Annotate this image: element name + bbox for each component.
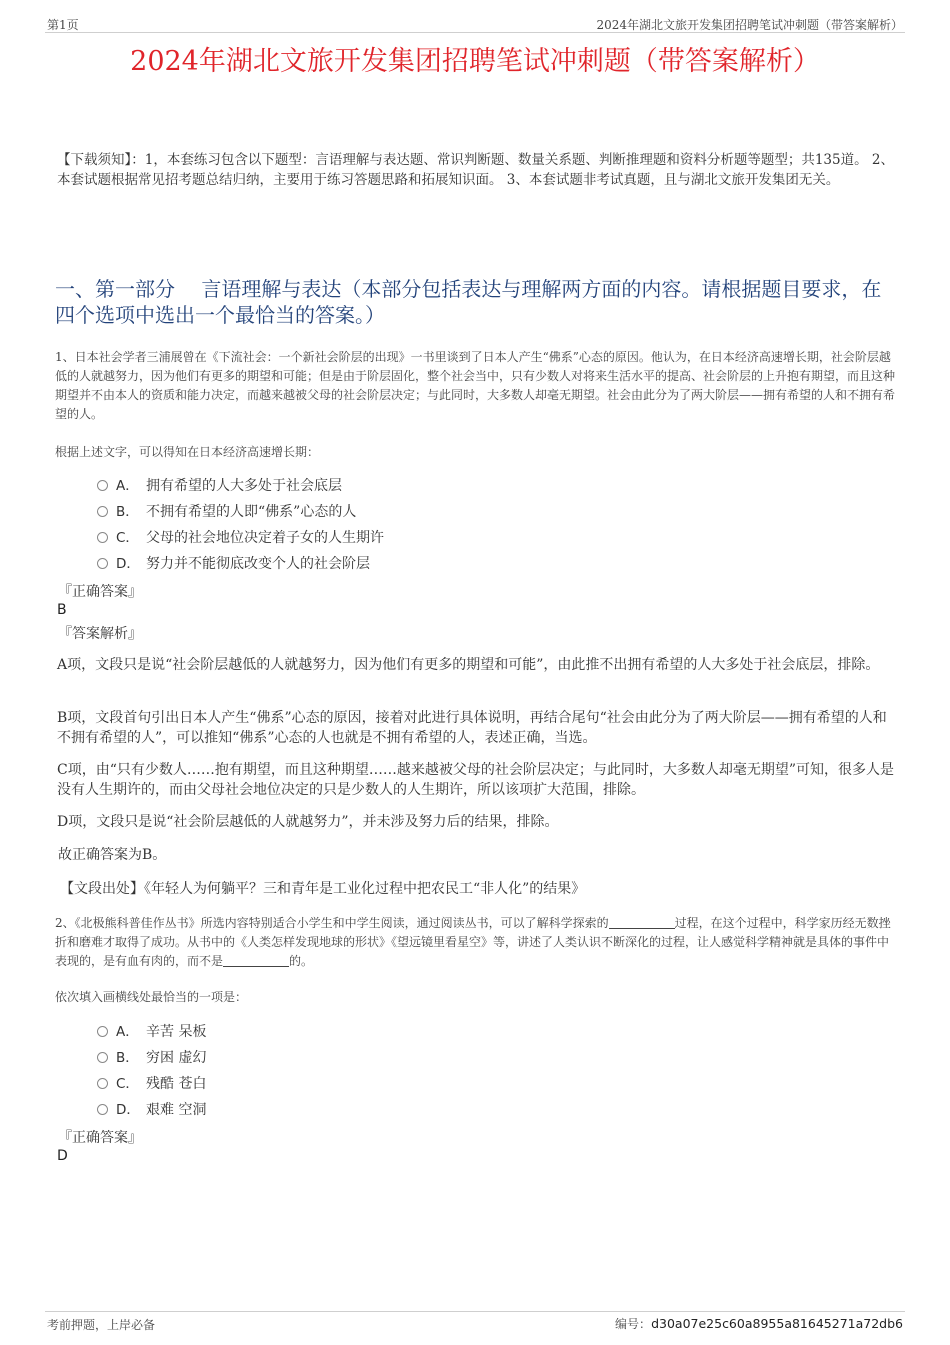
question-2-option-a[interactable]: A． 辛苦 呆板	[95, 1021, 206, 1047]
question-2-options	[95, 1021, 206, 1125]
question-2-option-c[interactable]: C． 残酷 苍白	[95, 1073, 206, 1099]
question-2-text: 2、《北极熊科普佳作丛书》所选内容特别适合小学生和中学生阅读，通过阅读丛书，可以了解科学探索的 过程，在这个过程中，科学家历经无数挫折和磨难才取得了成功。从书中的《人类怎样发现地球的形状》《望远镜里看星空》等，讲述了人类认识不断深化的过程，让人感觉科学精神就是具体的事件中表现的，是有血有肉的，而不是 的。	[55, 916, 891, 968]
footer-slogan: 考前押题，上岸必备	[47, 1318, 156, 1332]
download-notice: 【下载须知】：1，本套练习包含以下题型：言语理解与表达题、常识判断题、数量关系题、判断推理题和资料分析题等题型；共135道。 2、本套试题根据常见招考题总结归纳，主要用于练习答题思路和拓展知识面。 3、本套试题非考试真题，且与湖北文旅开发集团无关。	[57, 152, 894, 188]
question-2-answer-label: 『正确答案』	[58, 1130, 142, 1146]
radio-icon[interactable]	[97, 532, 108, 543]
question-1-lead: 根据上述文字，可以得知在日本经济高速增长期：	[55, 445, 320, 459]
analysis-option-d: D项，文段只是说“社会阶层越低的人就越努力”，并未涉及努力后的结果，排除。	[57, 814, 559, 830]
question-2-lead: 依次填入画横线处最恰当的一项是：	[55, 990, 248, 1004]
question-1-source: 【文段出处】《年轻人为何躺平？三和青年是工业化过程中把农民工“非人化”的结果》	[60, 881, 586, 897]
radio-icon[interactable]	[97, 1104, 108, 1115]
document-code: 编号：d30a07e25c60a8955a81645271a72db6	[615, 1316, 903, 1331]
analysis-option-b: B项，文段首句引出日本人产生“佛系”心态的原因，接着对此进行具体说明，再结合尾句“社会由此分为了两大阶层——拥有希望的人和不拥有希望的人”，可以推知“佛系”心态的人也就是不拥有希望的人，表述正确，当选。	[57, 710, 887, 746]
question-1-option-c[interactable]: C． 父母的社会地位决定着子女的人生期许	[95, 527, 384, 553]
fill-blank	[609, 915, 675, 929]
question-2-answer: D	[57, 1148, 68, 1164]
page-footer	[45, 1311, 905, 1334]
radio-icon[interactable]	[97, 480, 108, 491]
radio-icon[interactable]	[97, 1078, 108, 1089]
question-1-option-a[interactable]: A． 拥有希望的人大多处于社会底层	[95, 475, 384, 501]
analysis-option-a: A项，文段只是说“社会阶层越低的人就越努力，因为他们有更多的期望和可能”，由此推不出拥有希望的人大多处于社会底层，排除。	[57, 657, 880, 673]
question-1-answer: B	[57, 602, 67, 618]
document-title: 2024年湖北文旅开发集团招聘笔试冲刺题（带答案解析）	[130, 46, 820, 77]
radio-icon[interactable]	[97, 558, 108, 569]
question-2-option-b[interactable]: B． 穷困 虚幻	[95, 1047, 206, 1073]
section-heading: 一、第一部分 言语理解与表达（本部分包括表达与理解两方面的内容。请根据题目要求，在四个选项中选出一个最恰当的答案。）	[55, 277, 882, 327]
page-number: 第1页	[47, 18, 79, 32]
analysis-conclusion: 故正确答案为B。	[58, 847, 167, 863]
page-header	[45, 14, 905, 33]
question-1-option-d[interactable]: D． 努力并不能彻底改变个人的社会阶层	[95, 553, 384, 579]
radio-icon[interactable]	[97, 1026, 108, 1037]
question-1-options	[95, 475, 384, 579]
radio-icon[interactable]	[97, 1052, 108, 1063]
question-1-text: 1、日本社会学者三浦展曾在《下流社会：一个新社会阶层的出现》一书里谈到了日本人产生“佛系”心态的原因。他认为，在日本经济高速增长期，社会阶层越低的人就越努力，因为他们有更多的期望和可能；但是由于阶层固化，整个社会当中，只有少数人对将来生活水平的提高、社会阶层的上升抱有期望，而且这种期望并不由本人的资质和能力决定，而越来越被父母的社会阶层决定；与此同时，大多数人却毫无期望。社会由此分为了两大阶层——拥有希望的人和不拥有希望的人。	[55, 350, 896, 421]
fill-blank	[223, 953, 289, 967]
question-1-answer-label: 『正确答案』	[58, 584, 142, 600]
question-1-option-b[interactable]: B． 不拥有希望的人即“佛系”心态的人	[95, 501, 384, 527]
radio-icon[interactable]	[97, 506, 108, 517]
question-1-analysis-label: 『答案解析』	[58, 626, 142, 642]
analysis-option-c: C项，由“只有少数人……抱有期望，而且这种期望……越来越被父母的社会阶层决定；与此同时，大多数人却毫无期望”可知，很多人是没有人生期许的，而由父母社会地位决定的只是少数人的人生期许，所以该项扩大范围，排除。	[57, 762, 895, 798]
question-2-option-d[interactable]: D． 艰难 空洞	[95, 1099, 206, 1125]
header-doc-title: 2024年湖北文旅开发集团招聘笔试冲刺题（带答案解析）	[596, 18, 903, 32]
